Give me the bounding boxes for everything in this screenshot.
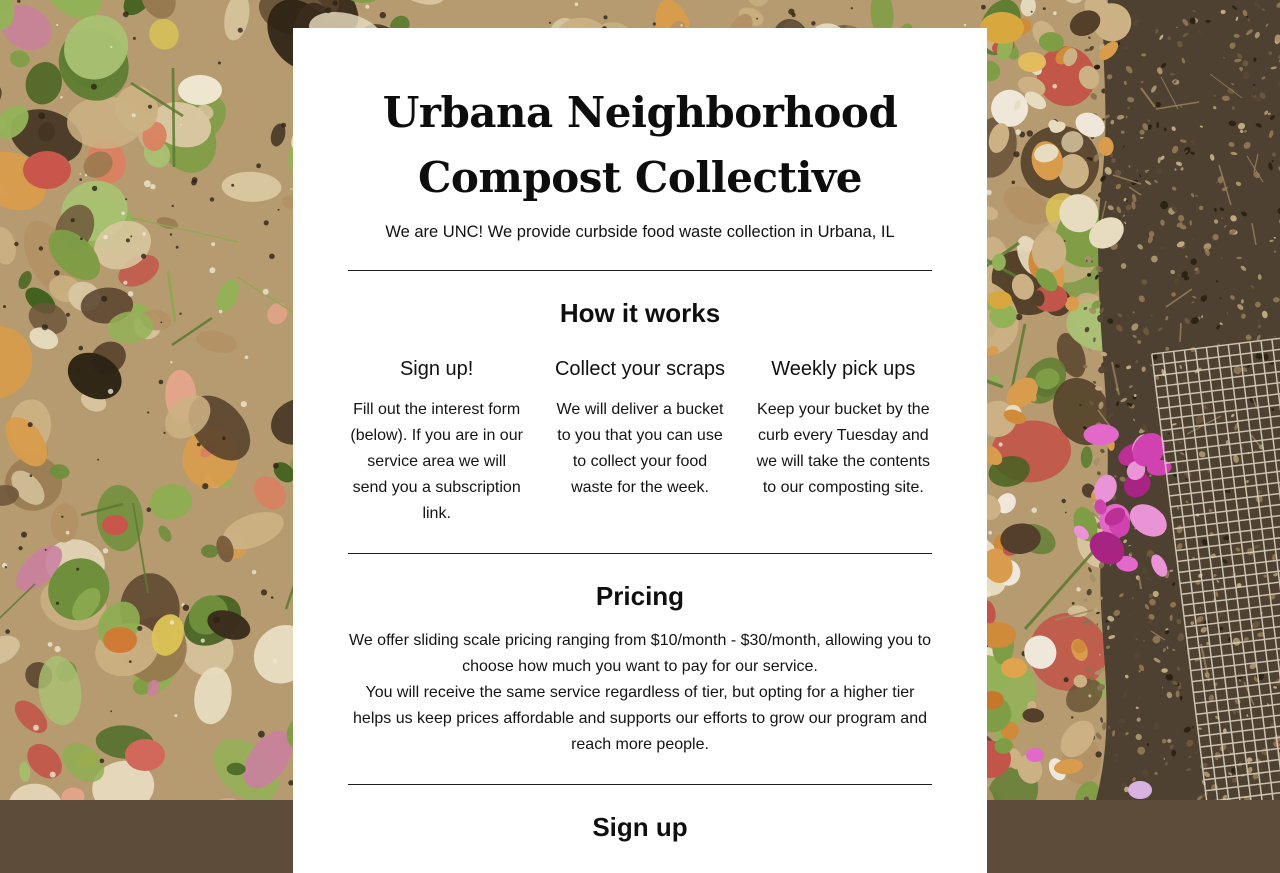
sign-up-section [348,811,932,843]
step-title: Collect your scraps [551,355,728,383]
divider [348,270,932,271]
page-title [348,80,932,210]
step-collect-scraps [551,355,728,527]
pricing-heading: Pricing [348,580,932,612]
step-weekly-pickups [755,355,932,527]
step-description: Keep your bucket by the curb every Tuesday and we will take the contents to our composting site. [755,397,932,501]
step-description: Fill out the interest form (below). If you are in our service area we will send you a subscription link. [348,397,525,527]
step-title: Sign up! [348,355,525,383]
steps-row [348,355,932,527]
pricing-line-2: You will receive the same service regardless of tier, but opting for a higher tier helps us keep prices affordable and supports our efforts to grow our program and reach more people. [353,684,927,753]
step-title: Weekly pick ups [755,355,932,383]
tagline: We are UNC! We provide curbside food waste collection in Urbana, IL [348,220,932,244]
sign-up-heading: Sign up [348,811,932,843]
pricing-line-1: We offer sliding scale pricing ranging from $10/month - $30/month, allowing you to choose how much you want to pay for our service. [349,632,931,675]
how-it-works-heading: How it works [348,297,932,329]
step-sign-up [348,355,525,527]
how-it-works-section [348,297,932,527]
page-title-line-2: Compost Collective [348,145,932,210]
step-description: We will deliver a bucket to you that you can use to collect your food waste for the week. [551,397,728,501]
divider [348,784,932,785]
pricing-section [348,580,932,758]
content-card [293,28,987,873]
pricing-text [348,628,932,758]
page-title-line-1: Urbana Neighborhood [348,80,932,145]
divider [348,553,932,554]
